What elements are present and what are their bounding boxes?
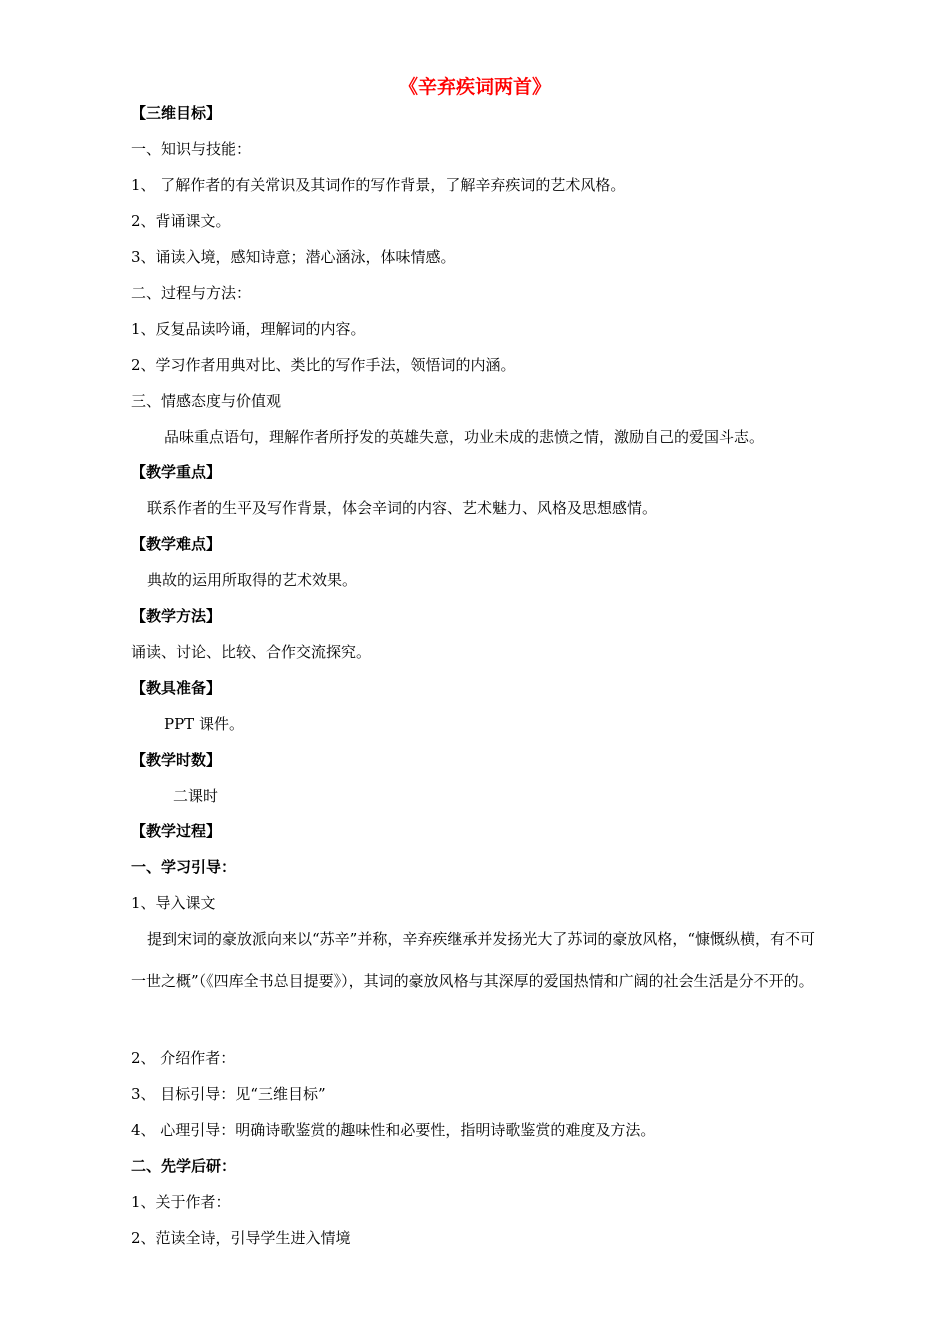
goal-2-heading: 二、过程与方法： xyxy=(131,284,252,302)
process-1-item-3: 3、 目标引导：见“三维目标” xyxy=(131,1085,326,1103)
goal-1-item-3: 3、诵读入境，感知诗意；潜心涵泳，体味情感。 xyxy=(131,248,456,266)
document-title: 《辛弃疾词两首》 xyxy=(398,76,551,98)
methods-text: 诵读、讨论、比较、合作交流探究。 xyxy=(131,643,372,661)
goal-3-heading: 三、情感态度与价值观 xyxy=(131,392,282,410)
process-2-heading: 二、先学后研： xyxy=(131,1157,237,1175)
goal-1-item-1: 1、 了解作者的有关常识及其词作的写作背景，了解辛弃疾词的艺术风格。 xyxy=(131,176,626,194)
heading-hours: 【教学时数】 xyxy=(131,751,222,769)
heading-goals: 【三维目标】 xyxy=(131,104,222,122)
hours-text: 二课时 xyxy=(173,787,219,805)
heading-difficulties: 【教学难点】 xyxy=(131,535,222,553)
goal-1-heading: 一、知识与技能： xyxy=(131,140,252,158)
process-1-item-1: 1、导入课文 xyxy=(131,894,216,912)
process-1-item-4: 4、 心理引导：明确诗歌鉴赏的趣味性和必要性，指明诗歌鉴赏的难度及方法。 xyxy=(131,1121,656,1139)
key-points-text: 联系作者的生平及写作背景，体会辛词的内容、艺术魅力、风格及思想感情。 xyxy=(147,499,658,517)
tools-text: PPT 课件。 xyxy=(164,715,244,733)
goal-2-item-1: 1、反复品读吟诵，理解词的内容。 xyxy=(131,320,366,338)
heading-methods: 【教学方法】 xyxy=(131,607,222,625)
difficulties-text: 典故的运用所取得的艺术效果。 xyxy=(147,571,358,589)
heading-tools: 【教具准备】 xyxy=(131,679,222,697)
goal-3-text: 品味重点语句，理解作者所抒发的英雄失意，功业未成的悲愤之情，激励自己的爱国斗志。 xyxy=(164,428,765,446)
goal-2-item-2: 2、学习作者用典对比、类比的写作手法，领悟词的内涵。 xyxy=(131,356,516,374)
process-2-item-1: 1、关于作者： xyxy=(131,1193,231,1211)
goal-1-item-2: 2、背诵课文。 xyxy=(131,212,231,230)
heading-process: 【教学过程】 xyxy=(131,822,222,840)
process-2-item-2: 2、范读全诗，引导学生进入情境 xyxy=(131,1229,351,1247)
heading-key-points: 【教学重点】 xyxy=(131,463,222,481)
process-1-item-1-text: 提到宋词的豪放派向来以“苏辛”并称，辛弃疾继承并发扬光大了苏词的豪放风格，“慷慨纵横，有不可一世之概”（《四库全书总目提要》），其词的豪放风格与其深厚的爱国热情和广阔的社会生活是分不开的。 xyxy=(131,930,816,990)
process-1-item-2: 2、 介绍作者： xyxy=(131,1049,236,1067)
process-1-heading: 一、学习引导： xyxy=(131,858,237,876)
